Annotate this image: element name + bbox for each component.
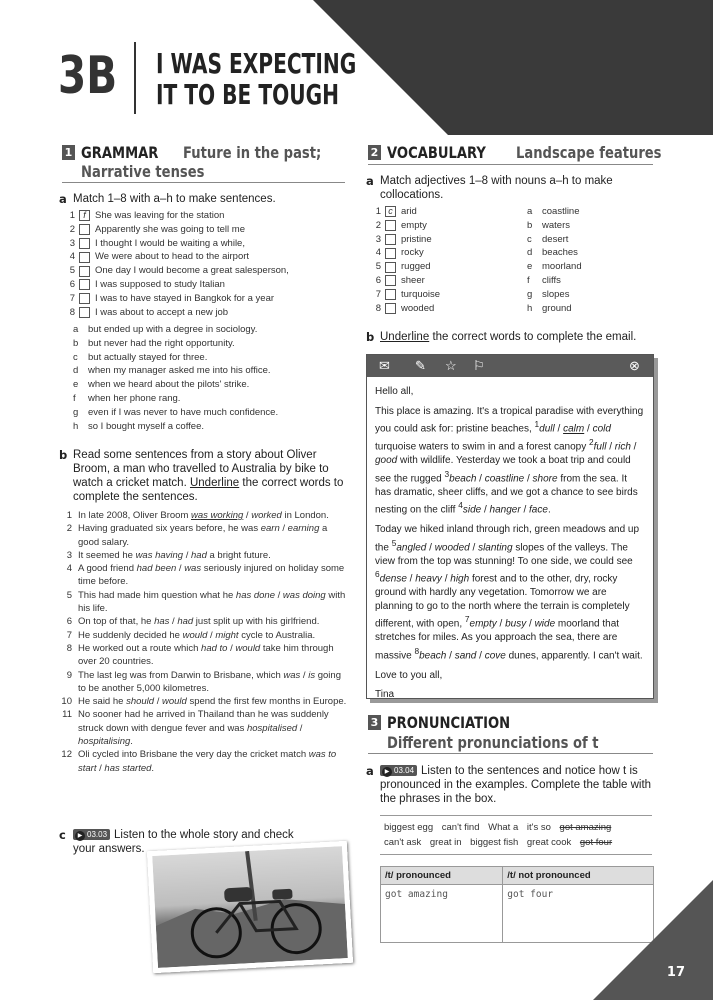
mail-icon[interactable]: ✉ [379,358,390,373]
list-item: 1 In late 2008, Oliver Broom was working / worked in London. [66,510,329,521]
list-item: 1 c arid [375,206,417,217]
list-item: f when her phone rang. [73,392,181,404]
divider [368,164,653,165]
answer-box[interactable] [385,262,396,273]
answer-box[interactable]: c [385,206,396,217]
list-item: e moorland [527,261,582,273]
table-header: /t/ pronounced [381,867,503,885]
list-item: 3 I thought I would be waiting a while, [69,237,245,249]
list-item: h ground [527,302,572,314]
table-cell[interactable]: got four [503,885,654,943]
close-icon[interactable]: ⊗ [629,358,640,373]
answer-box[interactable]: f [79,210,90,221]
grammar-sentence-endings [73,323,278,433]
grammar-sentence-starts [62,209,289,319]
list-item: 4 We were about to head to the airport [69,251,250,263]
list-item: 10 He said he should / would spend the first few months in Europe. [61,696,347,708]
answer-box[interactable] [385,289,396,300]
list-item: 8 wooded [375,302,435,314]
list-item: h so I bought myself a coffee. [73,420,205,432]
audio-play-icon[interactable]: ▶ 03.04 [380,765,417,776]
email-paragraph: This place is amazing. It's a tropical paradise with everything you could ask for: pristine beaches, $^1$dull / calm / cold turquoise waters to swim in and a forest canopy $^2$full / rich / good with wildlife. Yesterday we took a boat trip and could see the rugged $^3$beach / coastline / shore from the sea. It has dramatic, sheer cliffs, and we got a chance to see birds nesting on the cliff $^4$side / hanger / face. [375,405,644,516]
list-item: 2 Having graduated six years before, he was earn / earning a good salary. [66,523,328,548]
divider [62,182,345,183]
answer-box[interactable] [79,307,90,318]
exercise-2a-instruction: a Match adjectives 1–8 with nouns a–h to make collocations. [366,174,613,201]
exercise-1b-instruction: b Read some sentences from a story about Oliver Broom, a man who travelled to Australia by bike to watch a cricket match. Underline the correct words to complete the sentences. [59,448,344,503]
section-number: 1 [62,145,75,160]
list-item: 11 No sooner had he arrived in Thailand than he was suddenly struck down with dengue fever and was hospitalised / hospitalising. [62,709,329,748]
list-item: d when my manager asked me into his office. [73,365,271,377]
answer-box[interactable] [385,275,396,286]
pronunciation-subheading: Different pronunciations of t [387,733,599,752]
table-cell[interactable]: got amazing [381,885,503,943]
list-item: g slopes [527,288,570,300]
list-item: c desert [527,233,569,245]
list-item: 2 Apparently she was going to tell me [69,223,245,235]
noun-list [527,205,582,315]
exercise-3a-instruction: a ▶ 03.04 Listen to the sentences and notice how t is pronounced in the examples. Complete the table with the phrases in the box. [380,764,652,806]
story-sentences [56,509,348,775]
divider [368,753,653,754]
list-item: 3 It seemed he was having / had a bright future. [66,549,271,561]
list-item: 5 rugged [375,261,431,273]
list-item: 2 empty [375,219,427,231]
answer-box[interactable] [385,234,396,245]
grammar-subheading: Narrative tenses [81,162,205,181]
adjective-list [368,205,440,315]
list-item: b waters [527,219,570,231]
page-number: 17 [666,965,685,980]
page-corner [593,880,713,1000]
corner-decoration [313,0,713,135]
section-number: 2 [368,145,381,160]
email-paragraph: Today we hiked inland through rich, green meadows and up the $^5$angled / wooded / slanting slopes of the valleys. The view from the top was stunning! To one side, we could see $^6$dense / heavy / high forest and to the other, dry, rocky ground with hardly any vegetation. Tomorrow we are planning to go to the north where the terrain is completely different, with open, $^7$empty / busy / wide moorland that stretches for miles. As you approach the sea, there are massive $^8$beach / sand / cove dunes, apparently. I can't wait. [375,524,643,662]
list-item: 6 sheer [375,274,425,286]
list-item: a coastline [527,206,580,217]
unit-number: 3B [58,46,118,106]
list-item: 7 turquoise [375,288,441,300]
exercise-1a-instruction: a Match 1–8 with a–h to make sentences. [59,192,276,206]
list-item: 4 rocky [375,247,424,259]
answer-box[interactable] [385,220,396,231]
email-body: Hello all, This place is amazing. It's a tropical paradise with everything you could ask for: pristine beaches, $^1$dull / calm / cold turquoise waters to swim in and a forest canopy $^2$full / rich / good with wildlife. Yesterday we took a boat trip and could see the rugged $^3$beach / coastline / shore from the sea. It has dramatic, sheer cliffs, and we got a chance to see birds nesting on the cliff $^4$side / hanger / face. Today we hiked inland through rich, green meadows and up the $^5$angled / wooded / slanting slopes of the valleys. The view from the top was stunning! To one side, we could see $^6$dense / heavy / high forest and to the other, dry, rocky ground with hardly any vegetation. Tomorrow we are planning to go to the north where the terrain is completely different, with open, $^7$empty / busy / wide moorland that stretches for miles. As you approach the sea, there are massive $^8$beach / sand / cove dunes, apparently. I can't wait. Love to you all, Tina [375,386,644,701]
list-item: e when we heard about the pilots' strike. [73,379,250,391]
grammar-heading: 1 GRAMMAR Future in the past; [62,143,352,162]
list-item: b but never had the right opportunity. [73,337,235,349]
star-icon[interactable]: ☆ [445,358,457,373]
list-item: 8 I was about to accept a new job [69,306,229,318]
list-item: c but actually stayed for three. [73,351,208,363]
answer-box[interactable] [79,266,90,277]
answer-box[interactable] [385,303,396,314]
answer-box[interactable] [79,252,90,263]
table-header: /t/ not pronounced [503,867,654,885]
email-window [366,354,654,699]
list-item: d beaches [527,247,578,259]
title-divider [134,42,136,114]
page-title: I WAS EXPECTING IT TO BE TOUGH [156,47,357,111]
list-item: 5 One day I would become a great salesperson, [69,265,289,277]
flag-icon[interactable]: ⚐ [473,358,485,373]
audio-play-icon[interactable]: ▶ 03.03 [73,829,110,840]
answer-box[interactable] [79,224,90,235]
list-item: 8 He worked out a route which had to / would take him through over 20 countries. [66,642,334,668]
exercise-2b-instruction: b Underline the correct words to complete the email. [366,330,637,344]
answer-box[interactable] [79,293,90,304]
exercise-1c-instruction: c ▶ 03.03 Listen to the whole story and check your answers. [73,828,313,856]
list-item: 6 I was supposed to study Italian [69,278,225,290]
email-toolbar [367,355,653,377]
answer-box[interactable] [79,238,90,249]
list-item: 6 On top of that, he has / had just split up with his girlfriend. [66,616,320,628]
list-item: 9 The last leg was from Darwin to Brisbane, which was / is going to be another 5,000 kilometres. [66,669,341,694]
list-item: 1 f She was leaving for the station [69,210,225,221]
list-item: g even if I was never to have much confidence. [73,406,279,418]
section-number: 3 [368,715,381,730]
list-item: 7 I was to have stayed in Bangkok for a year [69,292,275,304]
edit-icon[interactable]: ✎ [415,358,426,373]
answer-box[interactable] [79,279,90,290]
list-item: 5 This had made him question what he has done / was doing with his life. [66,589,346,615]
list-item: 3 pristine [375,233,432,245]
vocabulary-heading: 2 VOCABULARY Landscape features [368,143,693,162]
list-item: a but ended up with a degree in sociology. [73,324,258,335]
word-box: biggest egg can't find What a it's so got amazing can't ask great in biggest fish great cook got four [380,815,652,855]
list-item: 4 A good friend had been / was seriously injured on holiday some time before. [66,563,345,588]
bicycle-photo [147,841,353,973]
answer-box[interactable] [385,248,396,259]
list-item: 12 Oli cycled into Brisbane the very day the cricket match was to start / has started. [61,749,337,774]
list-item: f cliffs [527,274,561,286]
list-item: 7 He suddenly decided he would / might cycle to Australia. [66,629,316,641]
pronunciation-heading: 3 PRONUNCIATION [368,713,537,732]
